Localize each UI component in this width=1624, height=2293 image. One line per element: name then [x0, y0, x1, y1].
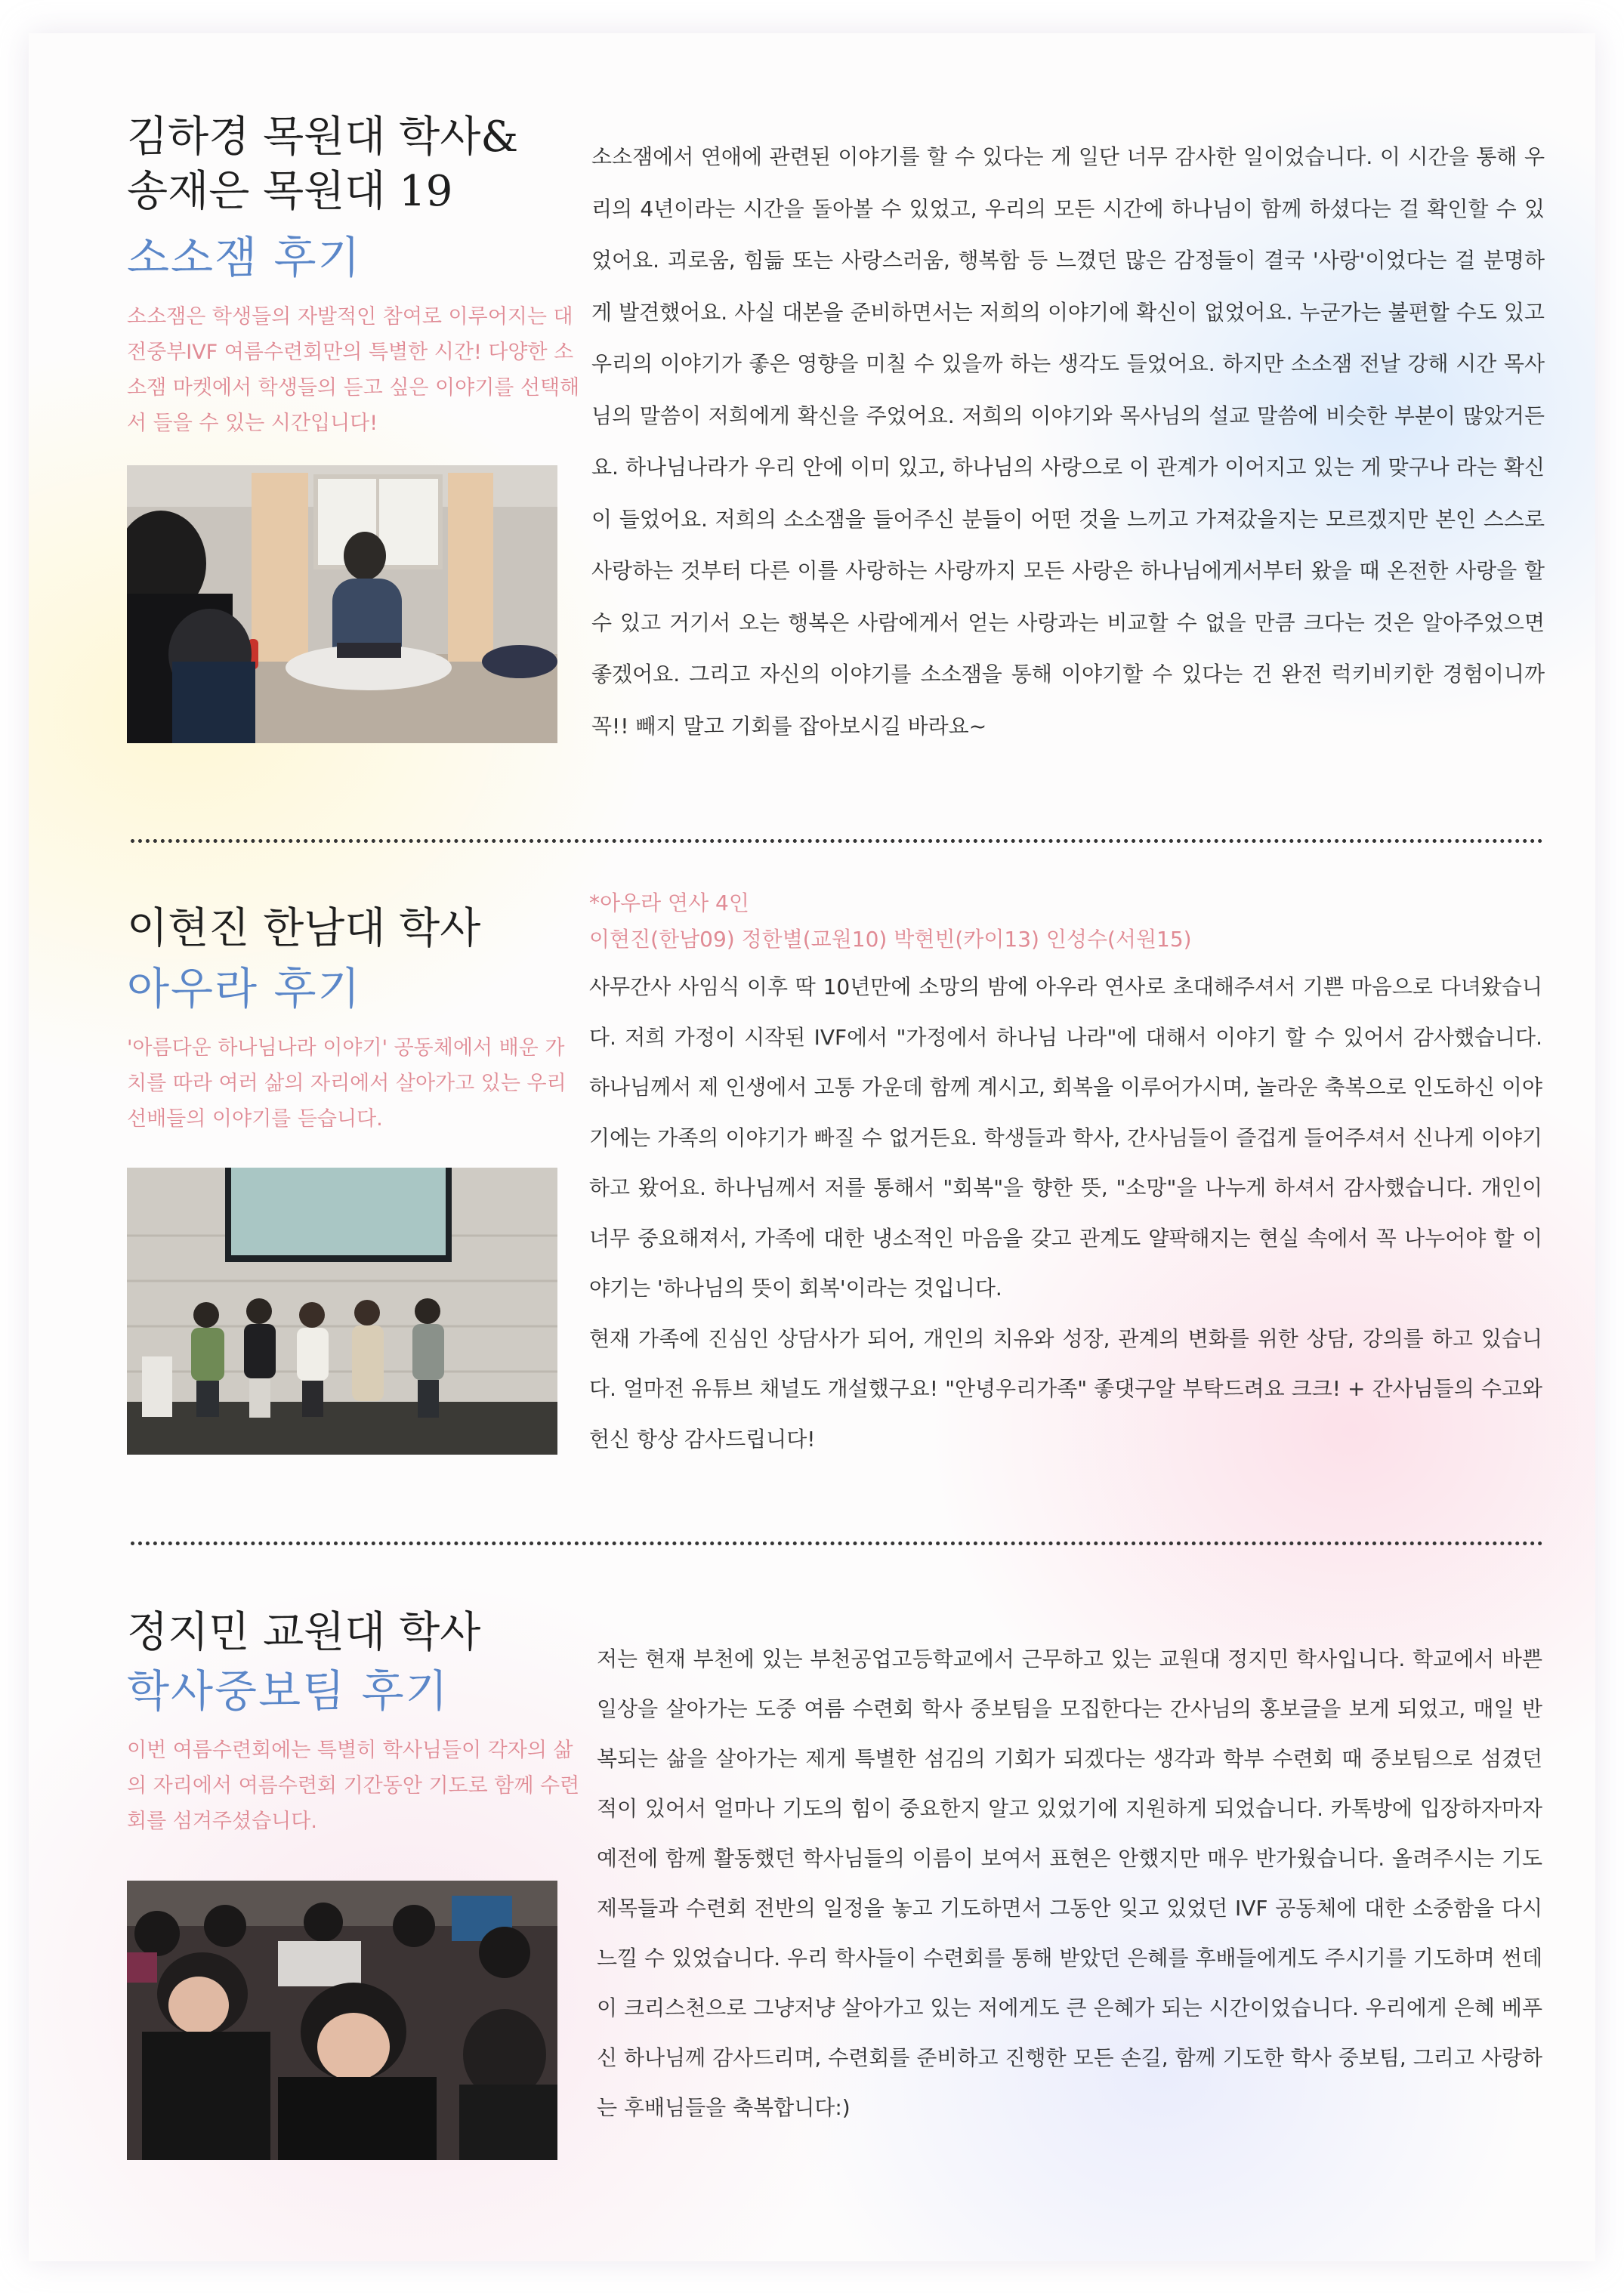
speaker-name: 정지민 교원대 학사	[127, 1608, 481, 1657]
section-intro: 이번 여름수련회에는 특별히 학사님들이 각자의 삶의 자리에서 여름수련회 기간동안 기도로 함께 수련회를 섬겨주셨습니다.	[127, 1739, 580, 1833]
section-intro: '아름다운 하나님나라 이야기' 공동체에서 배운 가치를 따라 여러 삶의 자리에서 살아가고 있는 우리 선배들의 이야기를 듣습니다.	[127, 1036, 567, 1131]
speaker-name	[127, 110, 518, 219]
review-paragraph: 현재 가족에 진심인 상담사가 되어, 개인의 치유와 성장, 관계의 변화를 위한 상담, 강의를 하고 있습니다. 얼마전 유튜브 채널도 개설했구요! "안녕우리가족" 좋댓구알 부탁드려요 크크! + 간사님들의 수고와 헌신 항상 감사드립니다!	[589, 1325, 1542, 1452]
review-body	[589, 885, 1542, 1464]
sosojam-photo	[127, 465, 557, 743]
review-title: 아우라 후기	[127, 963, 362, 1014]
photo-illustration	[127, 1881, 557, 2160]
aura-photo	[127, 1168, 557, 1455]
speaker-list-heading: *아우라 연사 4인	[589, 890, 749, 915]
newsletter-page	[29, 33, 1595, 2261]
speaker-name-line1: 김하경 목원대 학사&	[127, 113, 519, 162]
review-body	[591, 131, 1545, 752]
speaker-list: 이현진(한남09) 정한별(교원10) 박현빈(카이13) 인성수(서원15)	[589, 927, 1192, 952]
intercession-team-photo	[127, 1881, 557, 2160]
photo-illustration	[127, 1168, 557, 1455]
review-paragraph: 저는 현재 부천에 있는 부천공업고등학교에서 근무하고 있는 교원대 정지민 학사입니다. 학교에서 바쁜 일상을 살아가는 도중 여름 수련회 학사 중보팀을 모집한다는 간사님의 홍보글을 보게 되었고, 매일 반복되는 삶을 살아가는 제게 특별한 섬김의 기회가 되겠다는 생각과 학부 수련회 때 중보팀으로 섬겼던 적이 있어서 얼마나 기도의 힘이 중요한지 알고 있었기에 지원하게 되었습니다. 카톡방에 입장하자마자 예전에 함께 활동했던 학사님들의 이름이 보여서 표현은 안했지만 매우 반가웠습니다. 올려주시는 기도 제목들과 수련회 전반의 일정을 놓고 기도하면서 그동안 잊고 있었던 IVF 공동체에 대한 소중함을 다시 느낄 수 있었습니다. 우리 학사들이 수련회를 통해 받았던 은혜를 후배들에게도 주시기를 기도하며 썬데이 크리스천으로 그냥저냥 살아가고 있는 저에게도 큰 은혜가 되는 시간이었습니다. 우리에게 은혜 베푸신 하나님께 감사드리며, 수련회를 준비하고 진행한 모든 손길, 함께 기도한 학사 중보팀, 그리고 사랑하는 후배님들을 축복합니다:)	[597, 1646, 1542, 2120]
section-intro: 소소잼은 학생들의 자발적인 참여로 이루어지는 대전중부IVF 여름수련회만의 특별한 시간! 다양한 소소잼 마켓에서 학생들의 듣고 싶은 이야기를 선택해서 들을 수 있는 시간입니다!	[127, 305, 580, 435]
review-title: 학사중보팀 후기	[127, 1665, 449, 1717]
review-paragraph: 소소잼에서 연애에 관련된 이야기를 할 수 있다는 게 일단 너무 감사한 일이었습니다. 이 시간을 통해 우리의 4년이라는 시간을 돌아볼 수 있었고, 우리의 모든 시간에 하나님이 함께 하셨다는 걸 확인할 수 있었어요. 괴로움, 힘듦 또는 사랑스러움, 행복함 등 느꼈던 많은 감정들이 결국 '사랑'이었다는 걸 분명하게 발견했어요. 사실 대본을 준비하면서는 저희의 이야기에 확신이 없었어요. 누군가는 불편할 수도 있고 우리의 이야기가 좋은 영향을 미칠 수 있을까 하는 생각도 들었어요. 하지만 소소잼 전날 강해 시간 목사님의 말씀이 저희에게 확신을 주었어요. 저희의 이야기와 목사님의 설교 말씀에 비슷한 부분이 많았거든요. 하나님나라가 우리 안에 이미 있고, 하나님의 사랑으로 이 관계가 이어지고 있는 게 맞구나 라는 확신이 들었어요. 저희의 소소잼을 들어주신 분들이 어떤 것을 느끼고 가져갔을지는 모르겠지만 본인 스스로 사랑하는 것부터 다른 이를 사랑하는 사랑까지 모든 사랑은 하나님에게서부터 왔을 때 온전한 사랑을 할 수 있고 거기서 오는 행복은 사람에게서 얻는 사랑과는 비교할 수 없을 만큼 크다는 것은 알아주었으면 좋겠어요. 그리고 자신의 이야기를 소소잼을 통해 이야기할 수 있다는 건 완전 럭키비키한 경험이니까 꼭!! 빼지 말고 기회를 잡아보시길 바라요~	[591, 144, 1545, 739]
section-divider	[131, 839, 1543, 843]
review-title: 소소잼 후기	[127, 232, 362, 283]
review-body	[597, 1634, 1542, 2133]
photo-illustration	[127, 465, 557, 743]
speaker-name: 이현진 한남대 학사	[127, 904, 481, 953]
section-divider	[131, 1542, 1543, 1545]
speaker-name-line2: 송재은 목원대 19	[127, 167, 453, 216]
review-paragraph: 사무간사 사임식 이후 딱 10년만에 소망의 밤에 아우라 연사로 초대해주셔서 기쁜 마음으로 다녀왔습니다. 저희 가정이 시작된 IVF에서 "가정에서 하나님 나라"에 대해서 이야기 할 수 있어서 감사했습니다. 하나님께서 제 인생에서 고통 가운데 함께 계시고, 회복을 이루어가시며, 놀라운 축복으로 인도하신 이야기에는 가족의 이야기가 빠질 수 없거든요. 학생들과 학사, 간사님들이 즐겁게 들어주셔서 신나게 이야기 하고 왔어요. 하나님께서 저를 통해서 "회복"을 향한 뜻, "소망"을 나누게 하셔서 감사했습니다. 개인이 너무 중요해져서, 가족에 대한 냉소적인 마음을 갖고 관계도 얄팍해지는 현실 속에서 꼭 나누어야 할 이야기는 '하나님의 뜻이 회복'이라는 것입니다.	[589, 974, 1542, 1301]
